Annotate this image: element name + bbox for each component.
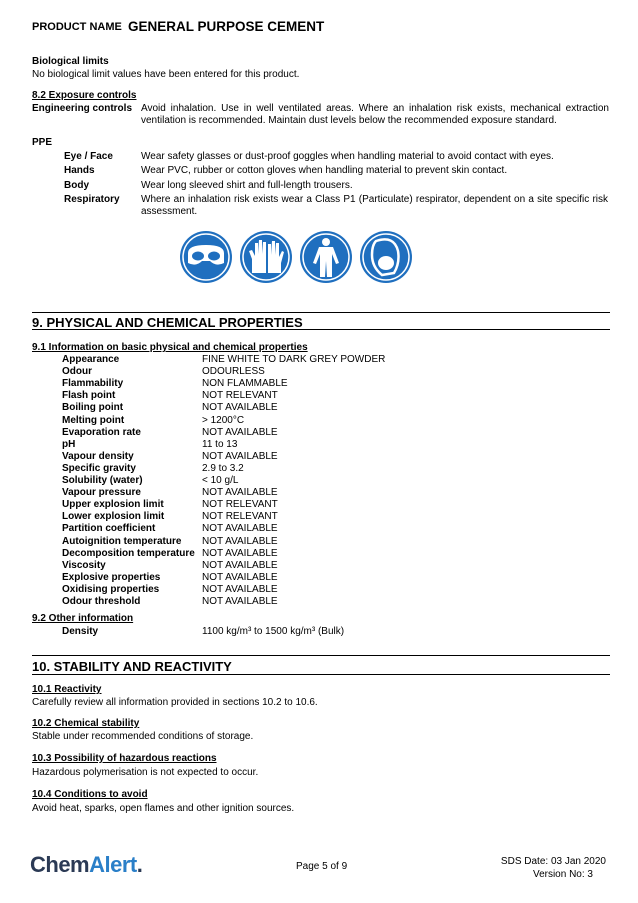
property-value: 11 to 13 [202,438,238,450]
property-value: NOT AVAILABLE [202,596,278,607]
property-label: Flammability [62,378,124,390]
property-value: NOT AVAILABLE [202,547,278,559]
property-label: Odour threshold [62,596,141,607]
property-value: NOT RELEVANT [202,499,278,511]
property-label: Vapour pressure [62,487,141,499]
property-value: NOT AVAILABLE [202,571,278,583]
ppe-text: Where an inhalation risk exists wear a Class P1 (Particulate) respirator, dependent on a site specific risk assessment. [141,194,608,217]
property-value: NOT RELEVANT [202,390,278,402]
section-9-1-title: 9.1 Information on basic physical and chemical properties [32,342,308,353]
ppe-icons [178,229,418,292]
ppe-text: Wear long sleeved shirt and full-length trousers. [141,180,353,191]
property-value: 2.9 to 3.2 [202,462,244,474]
property-value: NOT AVAILABLE [202,583,278,595]
logo-dot: . [136,852,143,877]
property-value: NOT AVAILABLE [202,450,278,462]
property-label: Boiling point [62,402,124,414]
property-value: > 1200°C [202,414,245,426]
property-label: Evaporation rate [62,426,141,438]
property-label: Specific gravity [62,462,136,474]
ppe-label: Hands [64,165,95,176]
property-value: NOT AVAILABLE [202,426,278,438]
property-label: Oxidising properties [62,583,160,595]
respirator-icon [360,231,412,283]
property-label: Decomposition temperature [62,547,195,559]
property-label: Density [62,626,99,637]
section-9-2-title: 9.2 Other information [32,613,134,624]
section-9-top-rule [32,312,610,313]
property-value: < 10 g/L [202,475,239,486]
section-10-4-title: 10.4 Conditions to avoid [32,789,148,800]
property-label: Upper explosion limit [62,499,164,511]
property-label: Partition coefficient [62,523,156,535]
ppe-title: PPE [32,137,53,148]
property-label: Melting point [62,414,125,426]
exposure-controls-title: 8.2 Exposure controls [32,90,137,101]
property-label: Odour [62,366,92,378]
section-10-3-text: Hazardous polymerisation is not expected to occur. [32,767,259,778]
ppe-text: Wear PVC, rubber or cotton gloves when handling material to prevent skin contact. [141,165,508,176]
ppe-label: Eye / Face [64,151,113,162]
product-name: GENERAL PURPOSE CEMENT [128,19,325,34]
ppe-text: Wear safety glasses or dust-proof goggles when handling material to avoid contact with eyes. [141,151,554,162]
chemalert-logo [30,852,142,878]
section-10-3-title: 10.3 Possibility of hazardous reactions [32,753,217,764]
sds-date: SDS Date: 03 Jan 2020 [500,856,606,867]
property-label: pH [62,438,76,450]
bio-limits-text: No biological limit values have been entered for this product. [32,69,300,80]
property-label: Appearance [62,354,120,365]
bio-limits-title: Biological limits [32,56,109,67]
logo-text-chem: Chem [30,852,90,877]
section-10-2-text: Stable under recommended conditions of storage. [32,731,254,742]
engineering-controls-text: Avoid inhalation. Use in well ventilated areas. Where an inhalation risk exists, mechanical extraction ventilation is recommended. Maintain dust levels below the recommended exposure standard. [141,103,609,126]
property-label: Explosive properties [62,571,161,583]
property-label: Flash point [62,390,116,402]
section-10-bottom-rule [32,674,610,675]
version-number: Version No: 3 [532,869,593,880]
section-10-1-title: 10.1 Reactivity [32,684,102,695]
section-10-2-title: 10.2 Chemical stability [32,718,140,729]
property-label: Solubility (water) [62,475,143,486]
property-value: NOT AVAILABLE [202,559,278,571]
engineering-controls-label: Engineering controls [32,103,133,114]
page-number: Page 5 of 9 [296,861,348,872]
section-10-1-text: Carefully review all information provided in sections 10.2 to 10.6. [32,697,318,708]
property-label: Lower explosion limit [62,511,165,523]
property-value: NOT AVAILABLE [202,402,278,414]
logo-text-alert: Alert [89,852,137,877]
coverall-icon [300,231,352,283]
gloves-icon [240,231,292,283]
property-label: Vapour density [62,450,134,462]
section-9-bottom-rule [32,329,610,330]
property-value: FINE WHITE TO DARK GREY POWDER [202,354,386,365]
property-value: NOT RELEVANT [202,511,278,523]
product-name-label: PRODUCT NAME [32,21,122,33]
goggles-icon [180,231,232,283]
property-label: Viscosity [62,559,106,571]
ppe-label: Respiratory [64,194,120,205]
section-9-title: 9. PHYSICAL AND CHEMICAL PROPERTIES [32,315,303,330]
property-value: NOT AVAILABLE [202,487,278,499]
property-value: 1100 kg/m³ to 1500 kg/m³ (Bulk) [202,626,345,637]
ppe-label: Body [64,180,89,191]
section-10-4-text: Avoid heat, sparks, open flames and other ignition sources. [32,803,295,814]
section-10-top-rule [32,655,610,656]
property-label: Autoignition temperature [62,535,182,547]
property-value: NOT AVAILABLE [202,523,278,535]
property-value: ODOURLESS [202,366,265,378]
property-value: NOT AVAILABLE [202,535,278,547]
section-10-title: 10. STABILITY AND REACTIVITY [32,659,232,674]
property-value: NON FLAMMABLE [202,378,288,390]
